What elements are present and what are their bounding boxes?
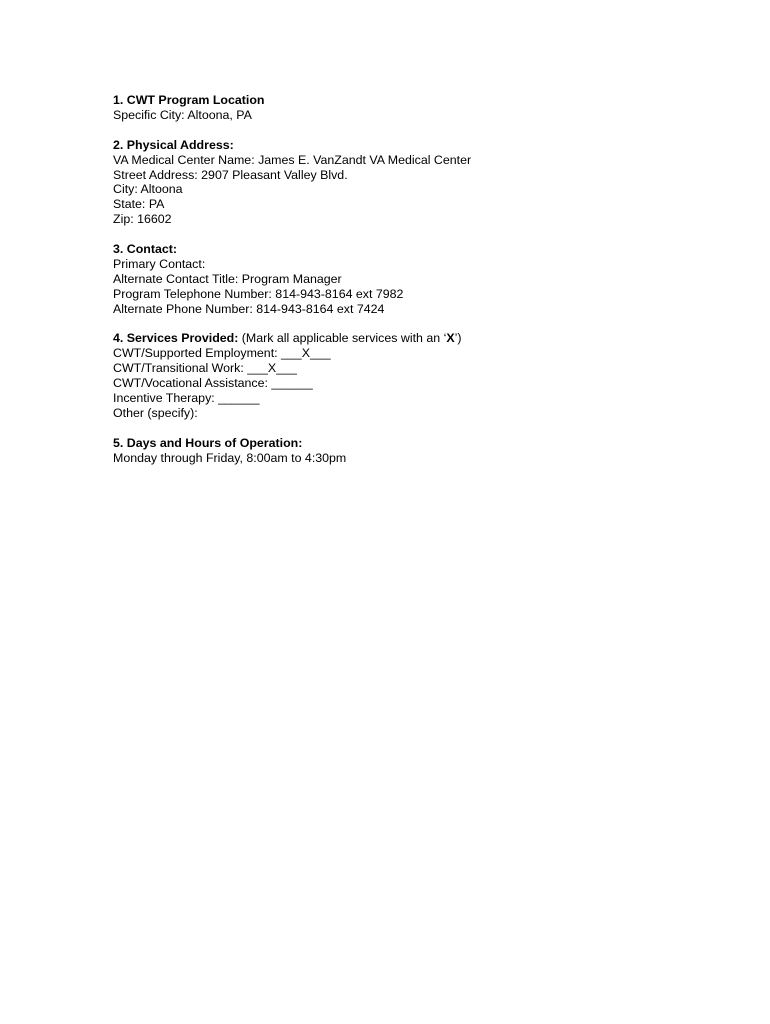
incentive-therapy-line: Incentive Therapy: ______: [113, 391, 260, 406]
medical-center-name-line: VA Medical Center Name: James E. VanZandt VA Medical Center: [113, 152, 472, 167]
section-hours-of-operation: [113, 436, 733, 466]
transitional-work-line: CWT/Transitional Work: ___X___: [113, 361, 297, 376]
services-note-suffix: ’): [454, 331, 462, 346]
other-specify-line: Other (specify):: [113, 405, 198, 420]
section-heading: 1. CWT Program Location: [113, 93, 265, 107]
zip-line: Zip: 16602: [113, 212, 172, 227]
section-heading: 4. Services Provided:: [113, 331, 239, 346]
program-telephone-line: Program Telephone Number: 814-943-8164 ext 7982: [113, 286, 404, 301]
services-heading-line: [113, 331, 733, 346]
section-heading: 3. Contact:: [113, 242, 178, 257]
primary-contact-line: Primary Contact:: [113, 256, 206, 271]
specific-city-line: Specific City: Altoona, PA: [113, 107, 252, 122]
schedule-line: Monday through Friday, 8:00am to 4:30pm: [113, 450, 347, 465]
alternate-contact-title-line: Alternate Contact Title: Program Manager: [113, 271, 342, 286]
city-line: City: Altoona: [113, 182, 183, 197]
section-heading: 5. Days and Hours of Operation:: [113, 435, 303, 450]
supported-employment-line: CWT/Supported Employment: ___X___: [113, 346, 331, 361]
section-heading: 2. Physical Address:: [113, 137, 234, 152]
street-address-line: Street Address: 2907 Pleasant Valley Blvd.: [113, 167, 348, 182]
state-line: State: PA: [113, 197, 165, 212]
section-program-location: [113, 93, 733, 123]
document-page: [113, 93, 733, 480]
section-physical-address: [113, 138, 733, 227]
vocational-assistance-line: CWT/Vocational Assistance: ______: [113, 376, 313, 391]
services-note-prefix: (Mark all applicable services with an ‘: [238, 331, 447, 346]
alternate-phone-line: Alternate Phone Number: 814-943-8164 ext 7424: [113, 301, 385, 316]
section-services-provided: [113, 331, 733, 420]
section-contact: [113, 242, 733, 317]
services-note-mark: X: [446, 331, 455, 346]
